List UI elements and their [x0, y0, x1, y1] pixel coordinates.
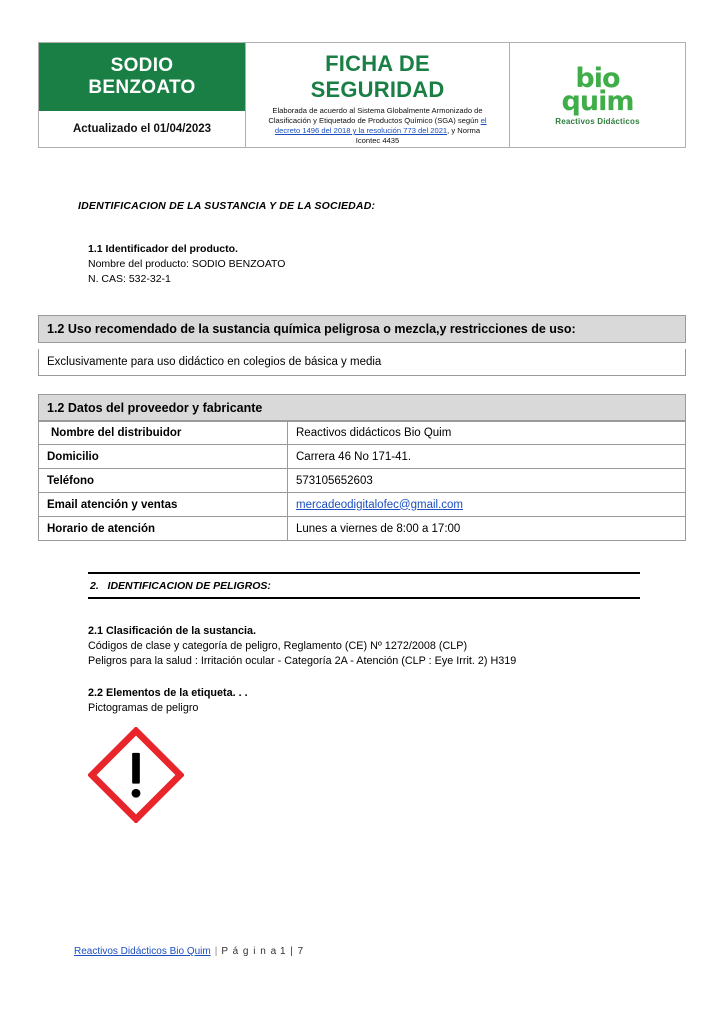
table-row	[39, 421, 686, 445]
item-2-2-line1: Pictogramas de peligro	[88, 702, 199, 714]
table-row	[39, 445, 686, 469]
section2-rule-bottom	[88, 597, 640, 599]
section2-title: IDENTIFICACION DE PELIGROS:	[107, 580, 271, 592]
item-2-1-heading: 2.1 Clasificación de la sustancia.	[88, 625, 257, 637]
header-product-block	[39, 43, 246, 147]
table-row	[39, 469, 686, 493]
supplier-table	[38, 420, 686, 541]
sheet-sub-part3: , y Norma	[447, 126, 481, 135]
supplier-label-email: Email atención y ventas	[39, 493, 288, 517]
logo-text-quim: quim	[561, 85, 634, 117]
footer-separator: |	[214, 946, 218, 957]
supplier-value-phone: 573105652603	[288, 469, 686, 493]
item-1-1-product-name: Nombre del producto: SODIO BENZOATO	[88, 258, 286, 270]
item-1-1-heading: 1.1 Identificador del producto.	[88, 243, 238, 255]
section2-item-2-1	[88, 624, 648, 669]
product-name-banner	[39, 43, 245, 111]
section2-rule-top	[88, 572, 640, 574]
section1-title: IDENTIFICACION DE LA SUSTANCIA Y DE LA SOCIEDAD:	[78, 200, 376, 212]
header-sheet-title-block	[246, 43, 510, 147]
supplier-value-distributor: Reactivos didácticos Bio Quim	[288, 421, 686, 445]
ghs07-exclamation-mark-pictogram	[88, 727, 184, 823]
item-2-1-line2: Peligros para la salud : Irritación ocular - Categoría 2A - Atención (CLP : Eye Irrit. 2) H319	[88, 655, 517, 667]
sheet-subtitle	[256, 106, 499, 146]
decree-link-1[interactable]: el	[480, 116, 487, 125]
supplier-value-hours: Lunes a viernes de 8:00 a 17:00	[288, 517, 686, 541]
item-2-2-heading: 2.2 Elementos de la etiqueta. . .	[88, 687, 248, 699]
section2-number: 2.	[90, 580, 99, 592]
section2-item-2-2	[88, 686, 648, 716]
footer-company-link[interactable]: Reactivos Didácticos Bio Quim	[74, 946, 211, 957]
footer-page-numbers: 1 | 7	[279, 946, 305, 957]
footer-page-label: P á g i n a	[221, 946, 278, 957]
supplier-email-link[interactable]: mercadeodigitalofec@gmail.com	[296, 498, 463, 511]
supplier-label-phone: Teléfono	[39, 469, 288, 493]
logo-tagline: Reactivos Didácticos	[555, 116, 640, 126]
sheet-sub-part2: Clasificación y Etiquetado de Productos Químico (SGA) según	[268, 116, 481, 125]
supplier-value-address: Carrera 46 No 171-41.	[288, 445, 686, 469]
item-1-1-cas-number: N. CAS: 532-32-1	[88, 273, 171, 285]
section-bar-supplier-data: 1.2 Datos del proveedor y fabricante	[38, 394, 686, 422]
section-bar-recommended-use: 1.2 Uso recomendado de la sustancia química peligrosa o mezcla,y restricciones de uso:	[38, 315, 686, 343]
updated-date: Actualizado el 01/04/2023	[72, 123, 212, 135]
logo-text-bio: bio	[575, 62, 620, 94]
decree-link-2[interactable]: decreto 1496 del 2018 y la resolución 773 del 2021	[274, 126, 448, 135]
product-name-line1: SODIO	[110, 55, 174, 76]
recommended-use-text: Exclusivamente para uso didáctico en colegios de básica y media	[38, 349, 686, 376]
table-row	[39, 517, 686, 541]
bioquim-logo	[555, 62, 640, 126]
supplier-label-distributor: Nombre del distribuidor	[39, 421, 288, 445]
section1-item-1-1	[88, 242, 608, 287]
sheet-sub-part4: Icontec 4435	[355, 136, 400, 145]
product-name-line2: BENZOATO	[88, 77, 196, 98]
supplier-label-address: Domicilio	[39, 445, 288, 469]
section2-heading	[90, 580, 271, 592]
item-2-1-line1: Códigos de clase y categoría de peligro, Reglamento (CE) Nº 1272/2008 (CLP)	[88, 640, 468, 652]
document-header	[38, 42, 686, 148]
supplier-value-email-cell	[288, 493, 686, 517]
header-logo-block	[510, 43, 685, 147]
supplier-label-hours: Horario de atención	[39, 517, 288, 541]
page-footer	[74, 946, 304, 957]
table-row	[39, 493, 686, 517]
sheet-title: FICHA DE SEGURIDAD	[310, 51, 445, 102]
sheet-sub-part1: Elaborada de acuerdo al Sistema Globalmente Armonizado de	[272, 106, 483, 115]
